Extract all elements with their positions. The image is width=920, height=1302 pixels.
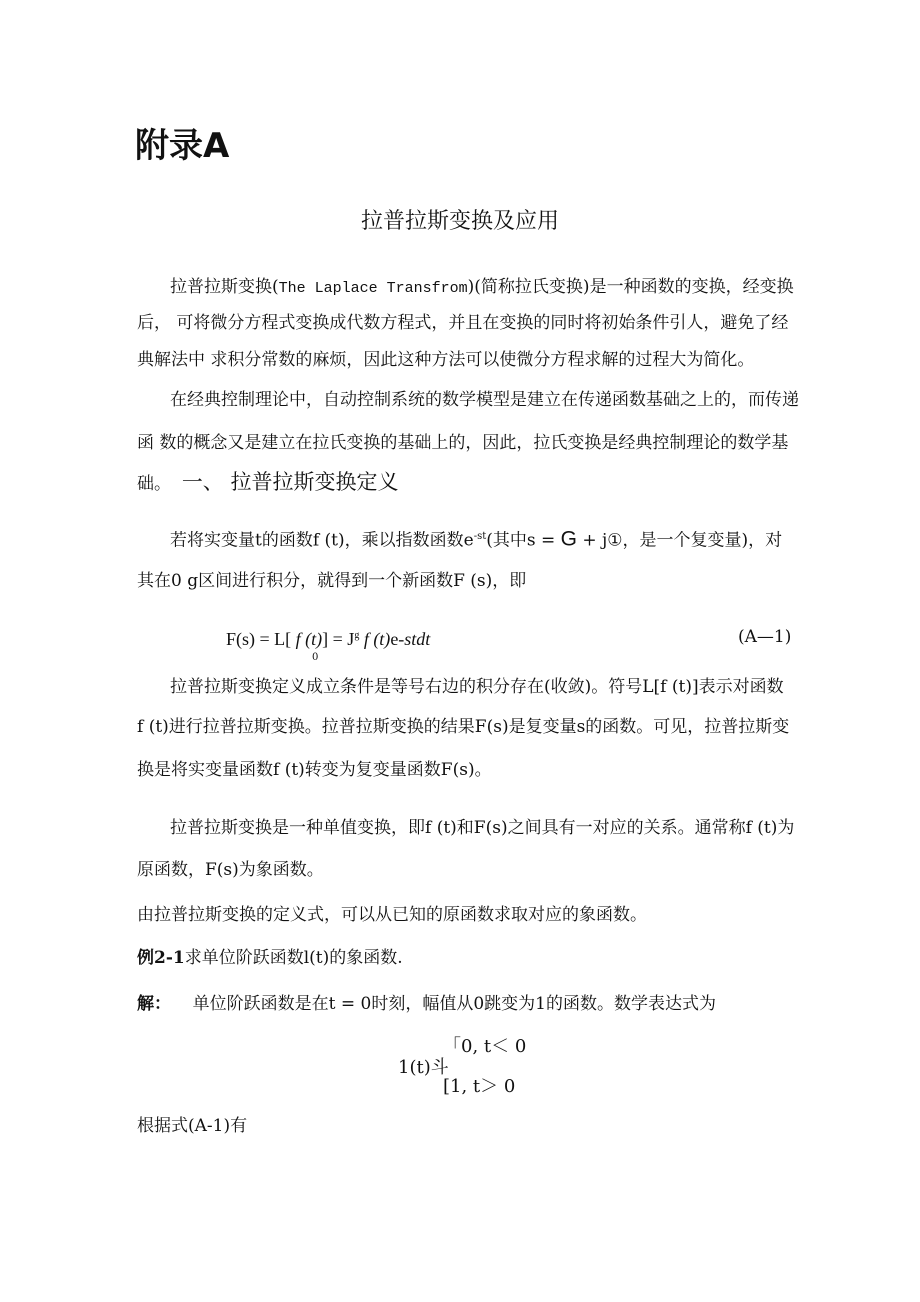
para3-line1: 若将实变量t的函数f (t)，乘以指数函数$e^{-st}$(其中s = G + j①，是一个复变量)，对: [170, 527, 783, 551]
para2-line1: 在经典控制理论中，自动控制系统的数学模型是建立在传递函数基础之上的，而传递: [170, 390, 799, 410]
para2-line3: 础。 一、 拉普拉斯变换定义: [137, 470, 399, 494]
para2-line2: 函 数的概念又是建立在拉氏变换的基础上的，因此，拉氏变换是经典控制理论的数学基: [137, 433, 789, 453]
integral-lower-limit: 0: [312, 652, 319, 663]
equation-a1: F(s) = L[ f $(t)] = J^g$ f (t)e-stdt: [226, 629, 431, 649]
para7: 根据式(A-1)有: [137, 1116, 248, 1136]
para4-line2: f (t)进行拉普拉斯变换。拉普拉斯变换的结果F(s)是复变量s的函数。可见，拉普拉斯变: [137, 717, 790, 737]
para5-line2: 原函数，F(s)为象函数。: [137, 860, 324, 880]
para4-line3: 换是将实变量函数f (t)转变为复变量函数F(s)。: [137, 760, 492, 780]
example-line: 例2-1求单位阶跃函数l(t)的象函数.: [137, 948, 403, 968]
para4-line1: 拉普拉斯变换定义成立条件是等号右边的积分存在(收敛)。符号L[f (t)]表示对函数: [170, 677, 784, 697]
para1-line1: 拉普拉斯变换(The Laplace Transfrom)(简称拉氏变换)是一种函数的变换，经变换: [170, 277, 794, 297]
para5-line1: 拉普拉斯变换是一种单值变换，即f (t)和F(s)之间具有一对应的关系。通常称f (t)为: [170, 818, 795, 838]
para1-line3: 典解法中 求积分常数的麻烦，因此这种方法可以使微分方程求解的过程大为简化。: [137, 350, 755, 370]
section-heading: 一、 拉普拉斯变换定义: [181, 470, 399, 494]
solution-line: 解： 单位阶跃函数是在t = 0时刻，幅值从0跳变为1的函数。数学表达式为: [137, 994, 716, 1014]
equation-label: (A—1): [738, 627, 792, 647]
para3-line2: 其在0 g区间进行积分，就得到一个新函数F (s)，即: [137, 571, 527, 591]
appendix-title: 附录A: [135, 126, 230, 166]
step-case-1: 「0, t＜ 0: [443, 1036, 527, 1057]
para6: 由拉普拉斯变换的定义式，可以从已知的原函数求取对应的象函数。: [137, 905, 647, 925]
document-title: 拉普拉斯变换及应用: [360, 209, 559, 234]
step-case-2: [1, t＞ 0: [443, 1076, 516, 1097]
para1-line2: 后， 可将微分方程式变换成代数方程式，并且在变换的同时将初始条件引人，避免了经: [137, 313, 789, 333]
step-function-lhs: 1(t)斗: [398, 1057, 449, 1078]
